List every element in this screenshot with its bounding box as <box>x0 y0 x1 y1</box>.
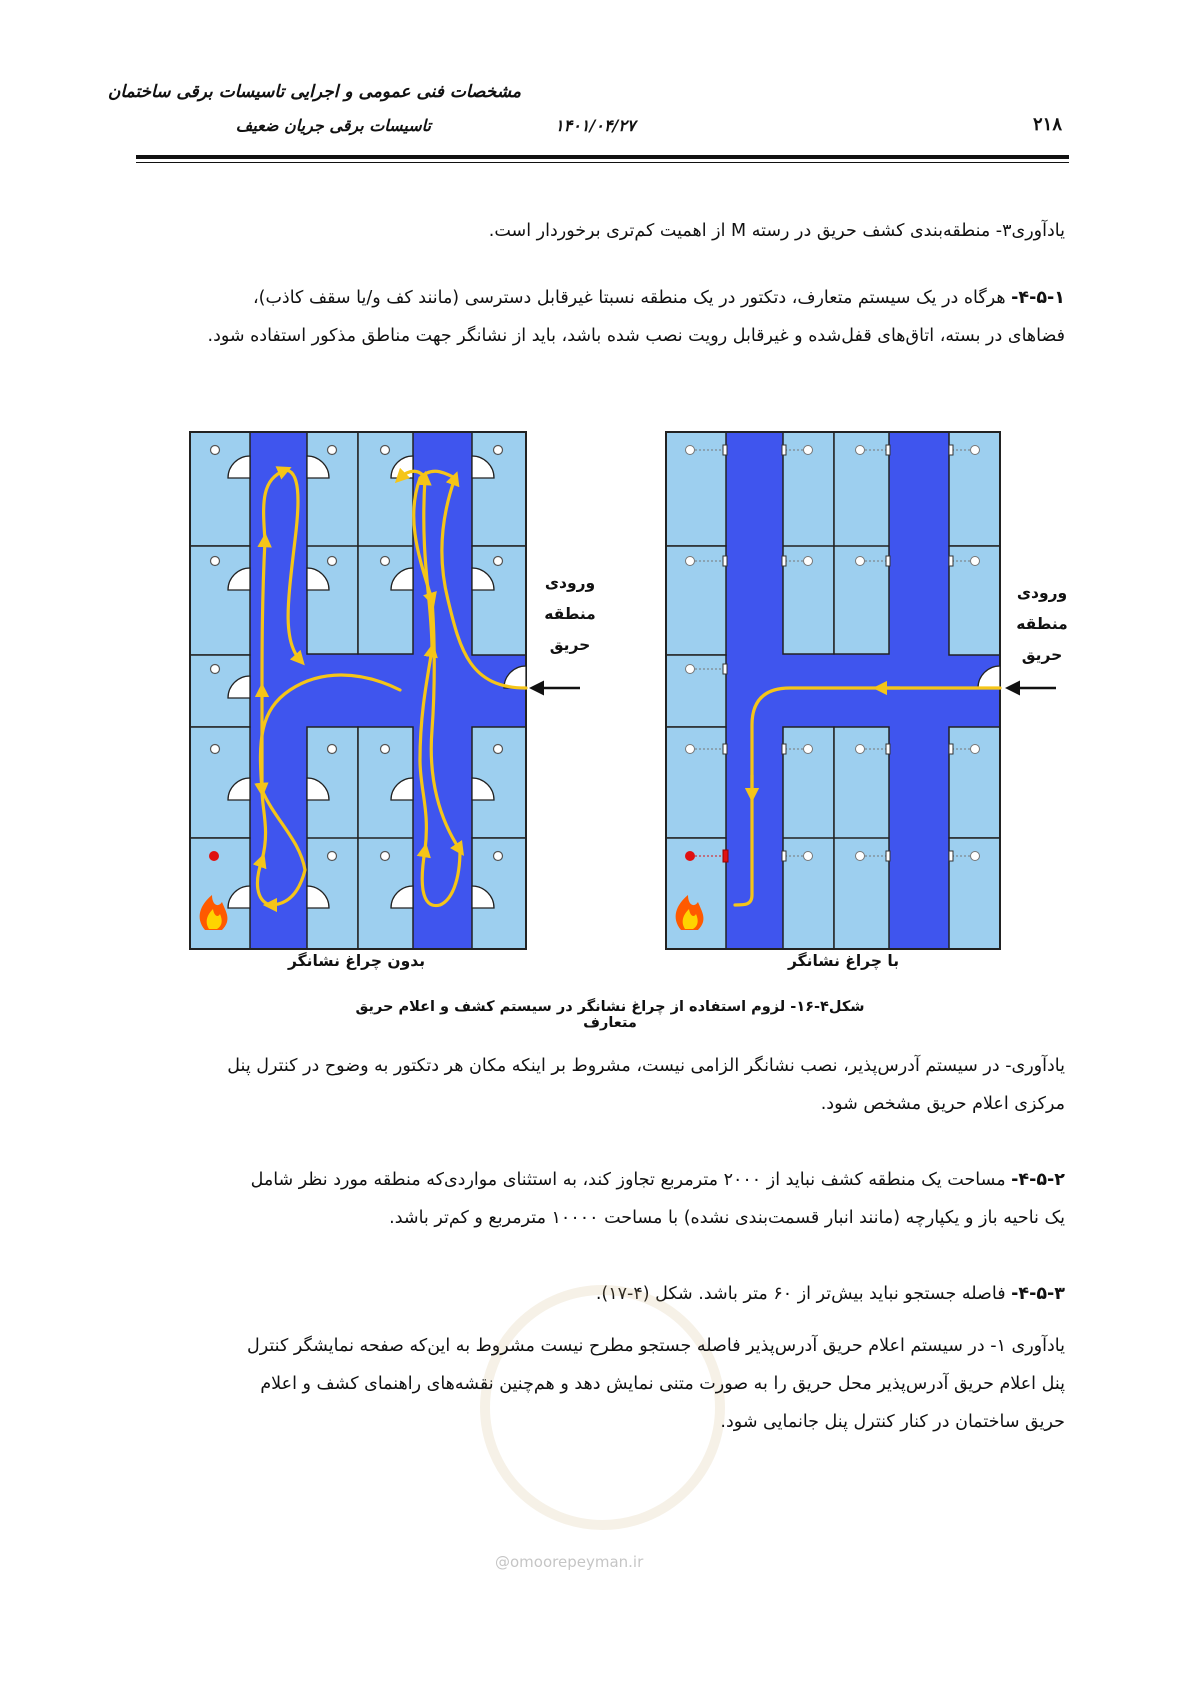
note-text: پنل اعلام حریق آدرس‌پذیر محل حریق را به صورت متنی نمایش دهد و هم‌چنین نقشه‌های راهنمای کشف و اعلام <box>260 1374 1065 1394</box>
section-number: ۴-۵-۲- <box>1011 1170 1065 1190</box>
note-text: یادآوری ۱- در سیستم اعلام حریق آدرس‌پذیر فاصله جستجو مطرح نیست مشروط به این‌که صفحه نمایشگر کنترل <box>247 1336 1065 1356</box>
detector <box>211 665 220 674</box>
section-text: فاصله جستجو نباید بیش‌تر از ۶۰ متر باشد. شکل (۴-۱۷). <box>595 1284 1012 1304</box>
note-text: یادآوری- در سیستم آدرس‌پذیر، نصب نشانگر الزامی نیست، مشروط بر اینکه مکان هر دتکتور به وضوح در کنترل پنل <box>227 1056 1065 1076</box>
chapter-title: تاسیسات برقی جریان ضعیف <box>235 116 431 135</box>
detector <box>211 446 220 455</box>
room <box>834 432 889 654</box>
alarm-detector <box>685 851 695 861</box>
detector <box>381 557 390 566</box>
room <box>190 546 250 655</box>
entry-label-line: منطقه <box>544 605 596 623</box>
detector <box>494 446 503 455</box>
entry-label-line: ورودی <box>544 574 596 592</box>
note-3-text: یادآوری۳- منطقه‌بندی کشف حریق در رسته M از اهمیت کم‌تری برخوردار است. <box>488 221 1065 241</box>
label-with-indicator: با چراغ نشانگر <box>788 952 900 970</box>
room <box>949 727 1000 838</box>
detector <box>494 745 503 754</box>
detector <box>211 557 220 566</box>
section-text: یک ناحیه باز و یکپارچه (مانند انبار قسمت‌بندی نشده) با مساحت ۱۰۰۰۰ مترمربع و کم‌تر باشد. <box>389 1208 1065 1228</box>
detector <box>328 557 337 566</box>
note-addressable <box>140 1047 1065 1123</box>
section-text: مساحت یک منطقه کشف نباید از ۲۰۰۰ مترمربع تجاوز کند، به استثنای مواردی‌که منطقه مورد نظر شامل <box>250 1170 1012 1190</box>
room <box>666 546 726 655</box>
detector <box>381 852 390 861</box>
detector <box>328 446 337 455</box>
entry-label-line: حریق <box>549 636 591 654</box>
page-number: ۲۱۸ <box>1033 114 1063 135</box>
entry-label-left <box>535 568 605 661</box>
entry-label-line: حریق <box>1021 646 1063 664</box>
plan-with-indicator <box>666 432 1056 949</box>
book-title: مشخصات فنی عمومی و اجرایی تاسیسات برقی ساختمان <box>107 82 521 102</box>
detector <box>494 852 503 861</box>
room <box>666 838 726 949</box>
section-text: فضاهای در بسته، اتاق‌های قفل‌شده و غیرقابل رویت نصب شده باشد، باید از نشانگر جهت مناطق مذکور استفاده شود. <box>207 326 1065 346</box>
room <box>666 727 726 838</box>
watermark-url: @omoorepeyman.ir <box>495 1553 644 1571</box>
header-date: ۱۴۰۱/۰۴/۲۷ <box>555 116 636 135</box>
detector <box>381 745 390 754</box>
indicator-lamp-active <box>723 850 728 862</box>
label-without-indicator: بدون چراغ نشانگر <box>288 952 426 970</box>
entry-label-right <box>1007 578 1077 671</box>
note-text: حریق ساختمان در کنار کنترل پنل جانمایی شود. <box>720 1412 1065 1432</box>
note-text: مرکزی اعلام حریق مشخص شود. <box>820 1094 1065 1114</box>
detector <box>381 446 390 455</box>
detector <box>328 745 337 754</box>
section-number: ۴-۵-۳- <box>1011 1284 1065 1304</box>
room <box>666 432 726 546</box>
section-4-5-2 <box>140 1161 1065 1237</box>
alarm-detector <box>209 851 219 861</box>
room <box>666 655 726 727</box>
detector <box>211 745 220 754</box>
room <box>783 432 834 654</box>
section-number: ۴-۵-۱- <box>1011 288 1065 308</box>
detector <box>494 557 503 566</box>
section-text: هرگاه در یک سیستم متعارف، دتکتور در یک منطقه نسبتا غیرقابل دسترسی (مانند کف و/یا سقف کاذب)، <box>252 288 1012 308</box>
entry-label-line: ورودی <box>1016 584 1068 602</box>
detector <box>328 852 337 861</box>
plan-without-indicator <box>190 432 580 949</box>
note-1 <box>140 1327 1065 1441</box>
entry-label-line: منطقه <box>1016 615 1068 633</box>
figure-caption: شکل۴-۱۶- لزوم استفاده از چراغ نشانگر در سیستم کشف و اعلام حریق متعارف <box>355 999 865 1031</box>
